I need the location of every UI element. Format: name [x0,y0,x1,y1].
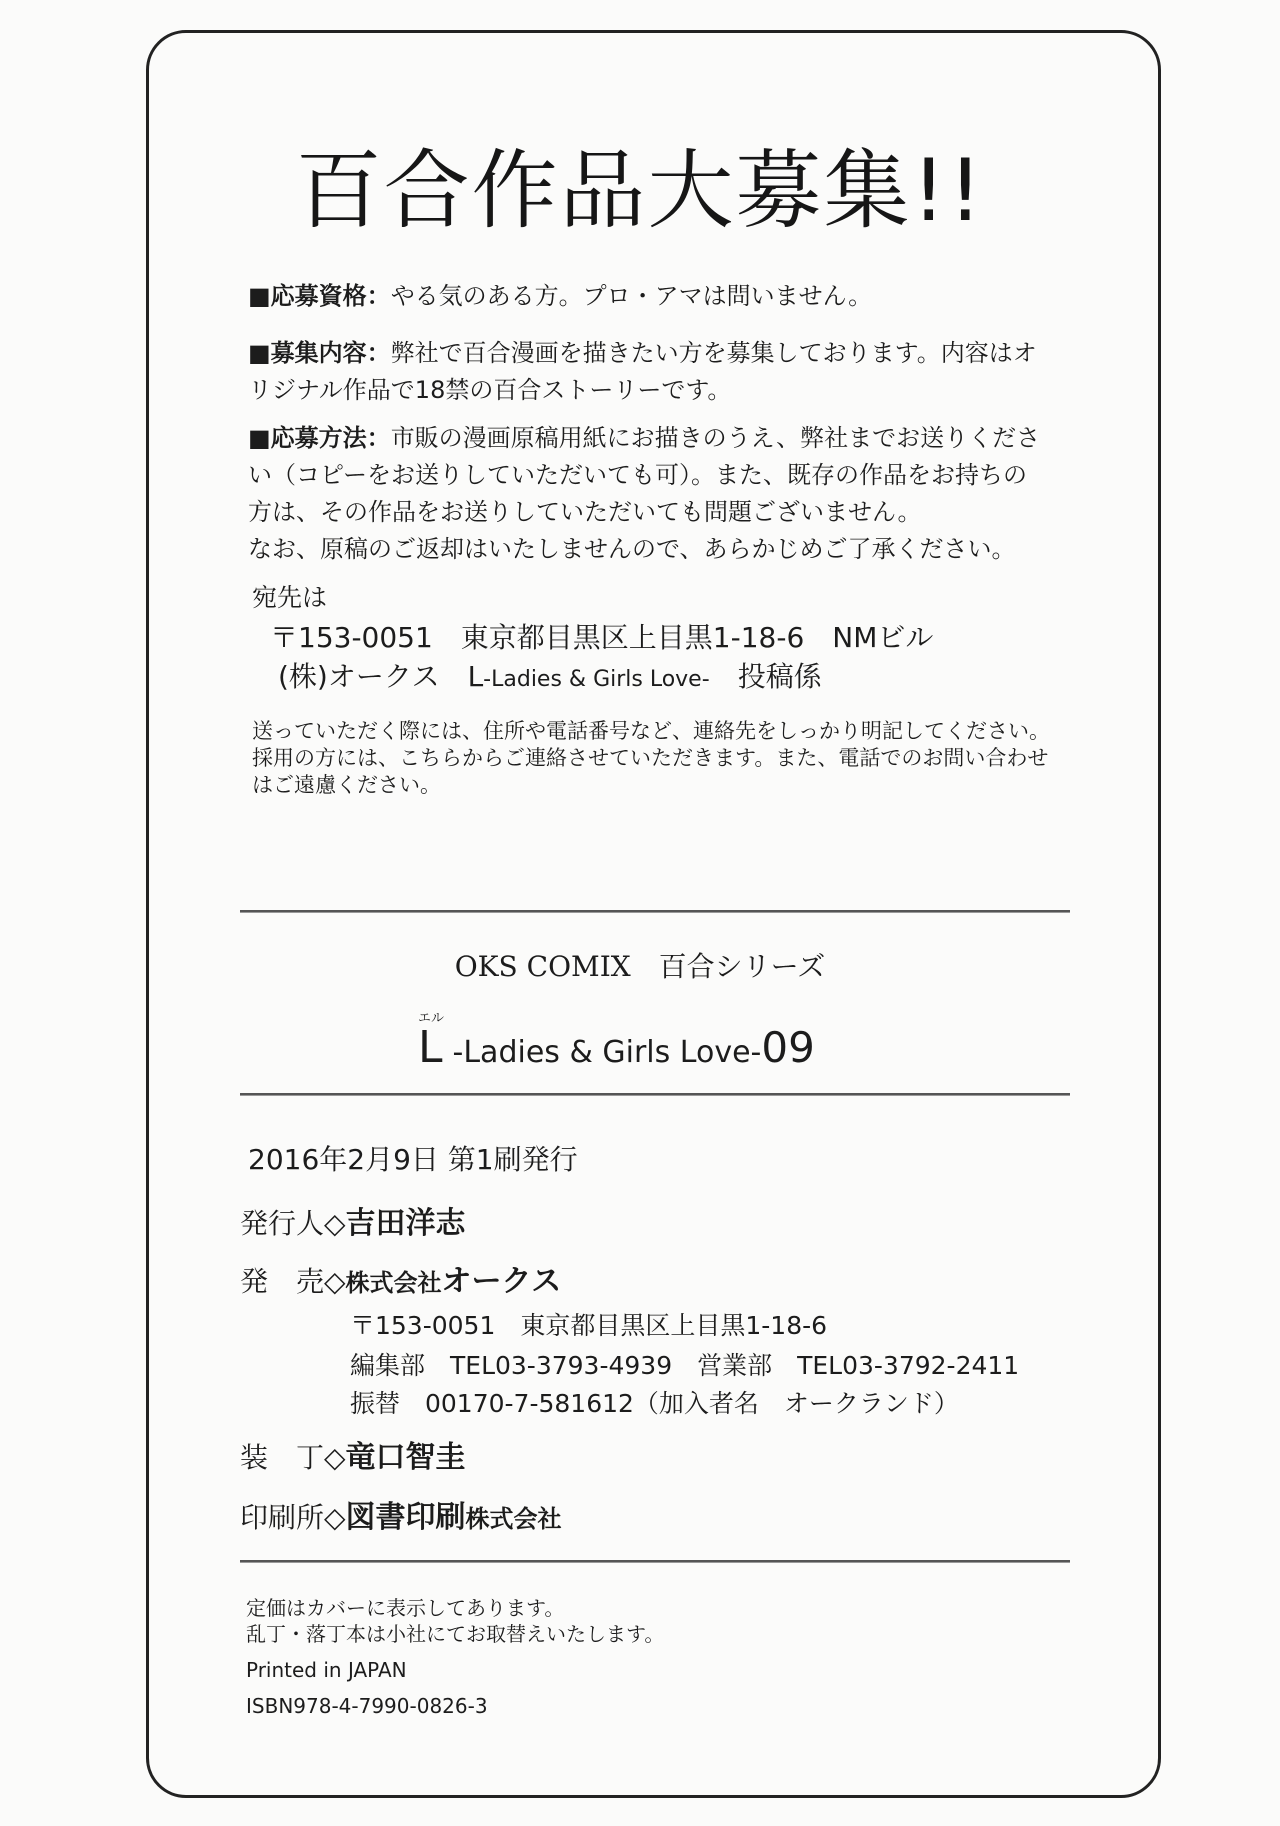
designer-name: 竜口智圭 [345,1440,466,1475]
requirement-content [248,335,1037,409]
requirement-text: 市販の漫画原稿用紙にお描きのうえ、弊社までお送りくださ [390,424,1041,452]
printer-suffix: 株式会社 [465,1504,562,1533]
seller-prefix: 株式会社 [345,1268,442,1297]
requirement-text: 弊社で百合漫画を描きたい方を募集しております。内容はオ [390,339,1037,367]
requirement-label: ■応募方法： [248,424,391,452]
destination-address: 〒153-0051 東京都目黒区上目黒1-18-6 NMビル [270,621,934,654]
publisher-name: 吉田洋志 [345,1206,466,1241]
seller-name: オークス [441,1264,562,1299]
printer-row [240,1492,562,1536]
requirement-qualification [248,278,872,315]
note-line: 送っていただく際には、住所や電話番号など、連絡先をしっかり明記してください。 [252,719,1050,743]
recruit-title: 百合作品大募集!! [295,141,985,241]
series-label: OKS COMIX 百合シリーズ [454,950,826,983]
book-title [418,1022,815,1073]
requirement-text: 方は、その作品をお送りしていただいても問題ございません。 [248,498,922,526]
footer-isbn: ISBN978-4-7990-0826-3 [246,1694,488,1718]
title-main: -Ladies & Girls Love- [452,1035,762,1070]
publisher-label: 発行人◇ [240,1207,346,1240]
requirement-method [248,420,1040,568]
title-letter: L [418,1022,443,1073]
company-name: (株)オークス L [278,660,484,693]
footer-replacement-note: 乱丁・落丁本は小社にてお取替えいたします。 [246,1622,665,1646]
printer-label: 印刷所◇ [240,1501,346,1534]
footer-price-note: 定価はカバーに表示してあります。 [246,1596,565,1620]
seller-row [240,1256,561,1300]
series-name: -Ladies & Girls Love- [483,667,710,692]
divider [240,1560,1070,1563]
footer-printed: Printed in JAPAN [246,1658,407,1682]
title-ruby: エル [418,1011,445,1026]
publication-date: 2016年2月9日 第1刷発行 [248,1143,578,1176]
design-label: 装 丁◇ [240,1441,346,1474]
requirement-text: なお、原稿のご返却はいたしませんので、あらかじめご了承ください。 [248,535,1016,563]
requirement-text: い（コピーをお送りしていただいても可）。また、既存の作品をお持ちの [248,461,1028,489]
divider [240,1093,1070,1096]
publisher-row [240,1198,466,1242]
title-volume: 09 [761,1023,815,1072]
divider [240,910,1070,913]
requirement-label: ■募集内容： [248,339,391,367]
seller-label: 発 売◇ [240,1265,346,1298]
department: 投稿係 [737,660,822,693]
design-row [240,1432,466,1476]
seller-transfer: 振替 00170-7-581612（加入者名 オークランド） [350,1389,959,1418]
note-line: 採用の方には、こちらからご連絡させていただきます。また、電話でのお問い合わせ [252,746,1049,770]
note-line: はご遠慮ください。 [252,773,441,797]
requirement-label: ■応募資格： [248,282,391,310]
requirement-text: リジナル作品で18禁の百合ストーリーです。 [248,376,732,404]
submission-notes [252,718,1050,799]
seller-phones: 編集部 TEL03-3793-4939 営業部 TEL03-3792-2411 [350,1351,1020,1380]
destination-company [278,655,822,695]
destination-label: 宛先は [252,583,328,612]
printer-name: 図書印刷 [345,1500,466,1535]
requirement-text: やる気のある方。プロ・アマは問いません。 [390,282,873,310]
seller-address: 〒153-0051 東京都目黒区上目黒1-18-6 [350,1311,828,1340]
